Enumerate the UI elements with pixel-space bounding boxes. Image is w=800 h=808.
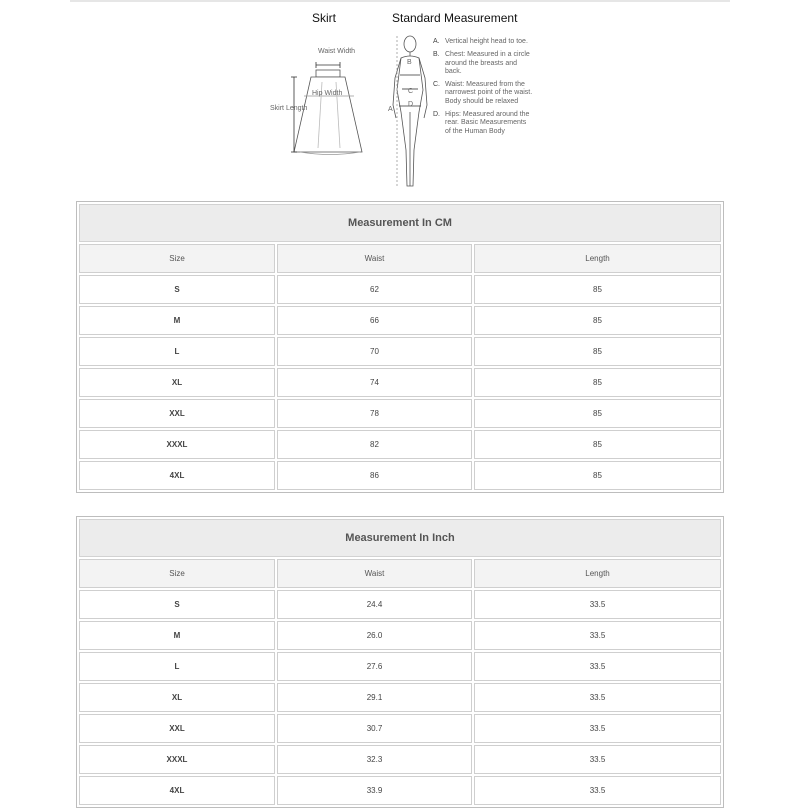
waist-cell: 24.4 — [277, 590, 472, 619]
table-row — [79, 621, 721, 650]
skirt-length-label: Skirt Length — [270, 105, 308, 112]
table-row — [79, 745, 721, 774]
waist-cell: 70 — [277, 337, 472, 366]
waist-cell: 26.0 — [277, 621, 472, 650]
column-header-waist: Waist — [277, 559, 472, 588]
size-cell: XL — [79, 368, 275, 397]
table-row — [79, 683, 721, 712]
size-cell: XL — [79, 683, 275, 712]
note-a: A. Vertical height head to toe. — [433, 38, 528, 45]
table-row — [79, 776, 721, 805]
length-cell: 85 — [474, 399, 721, 428]
size-cell: XXL — [79, 399, 275, 428]
table-row — [79, 306, 721, 335]
length-cell: 85 — [474, 306, 721, 335]
note-c: C. Waist: Measured from the narrowest point of the waist. Body should be relaxed — [433, 81, 533, 105]
size-cell: M — [79, 306, 275, 335]
table-header-row — [79, 559, 721, 588]
waist-cell: 62 — [277, 275, 472, 304]
measurement-diagram — [0, 0, 800, 200]
size-cell: 4XL — [79, 461, 275, 490]
length-cell: 33.5 — [474, 590, 721, 619]
size-cell: XXXL — [79, 430, 275, 459]
table-row — [79, 714, 721, 743]
body-letter-c: C — [408, 88, 414, 95]
table-header-row — [79, 244, 721, 273]
table-row — [79, 430, 721, 459]
table-row — [79, 399, 721, 428]
note-b: B. Chest: Measured in a circle around the breasts and back. — [433, 51, 530, 75]
table-row — [79, 368, 721, 397]
length-cell: 85 — [474, 337, 721, 366]
measurement-notes — [433, 38, 533, 141]
waist-cell: 82 — [277, 430, 472, 459]
length-cell: 33.5 — [474, 621, 721, 650]
size-cell: 4XL — [79, 776, 275, 805]
table-row — [79, 652, 721, 681]
waist-cell: 86 — [277, 461, 472, 490]
size-cell: XXXL — [79, 745, 275, 774]
length-cell: 33.5 — [474, 714, 721, 743]
length-cell: 85 — [474, 430, 721, 459]
cm-table-title: Measurement In CM — [79, 204, 721, 242]
size-cell: XXL — [79, 714, 275, 743]
size-cell: L — [79, 652, 275, 681]
table-row — [79, 590, 721, 619]
note-d: D. Hips: Measured around the rear. Basic Measurements of the Human Body — [433, 111, 530, 135]
size-cell: S — [79, 275, 275, 304]
standard-measurement-title: Standard Measurement — [392, 11, 518, 25]
body-letter-d: D — [408, 101, 414, 108]
skirt-title: Skirt — [312, 11, 336, 25]
inch-table-title: Measurement In Inch — [79, 519, 721, 557]
table-row — [79, 461, 721, 490]
length-cell: 33.5 — [474, 745, 721, 774]
length-cell: 85 — [474, 275, 721, 304]
column-header-size: Size — [79, 559, 275, 588]
length-cell: 85 — [474, 461, 721, 490]
size-cell: L — [79, 337, 275, 366]
waist-cell: 78 — [277, 399, 472, 428]
size-cell: S — [79, 590, 275, 619]
cm-size-table — [76, 201, 724, 493]
column-header-length: Length — [474, 244, 721, 273]
waist-cell: 27.6 — [277, 652, 472, 681]
length-cell: 33.5 — [474, 652, 721, 681]
waist-cell: 29.1 — [277, 683, 472, 712]
waist-cell: 74 — [277, 368, 472, 397]
size-cell: M — [79, 621, 275, 650]
inch-size-table — [76, 516, 724, 808]
hip-width-label: Hip Width — [312, 90, 343, 97]
table-row — [79, 337, 721, 366]
column-header-waist: Waist — [277, 244, 472, 273]
waist-width-label: Waist Width — [318, 48, 356, 55]
column-header-size: Size — [79, 244, 275, 273]
column-header-length: Length — [474, 559, 721, 588]
table-row — [79, 275, 721, 304]
waist-cell: 66 — [277, 306, 472, 335]
length-cell: 33.5 — [474, 683, 721, 712]
body-letter-a: A — [388, 106, 393, 113]
length-cell: 33.5 — [474, 776, 721, 805]
body-letter-b: B — [407, 59, 412, 66]
waist-cell: 32.3 — [277, 745, 472, 774]
waist-cell: 33.9 — [277, 776, 472, 805]
waist-cell: 30.7 — [277, 714, 472, 743]
length-cell: 85 — [474, 368, 721, 397]
